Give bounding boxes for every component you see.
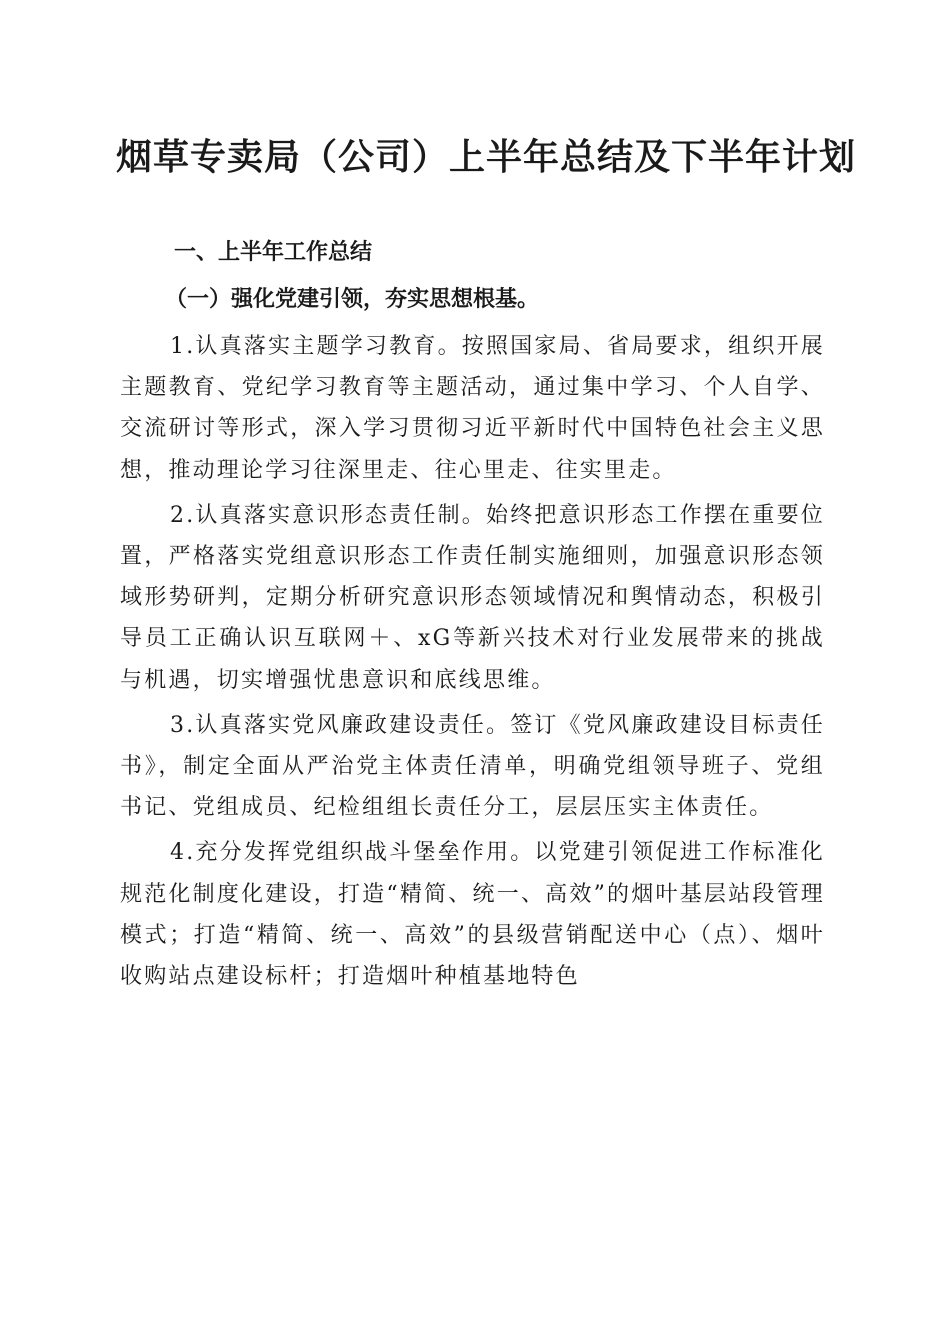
section-heading: 一、上半年工作总结 <box>174 240 373 265</box>
paragraph-1: 1.认真落实主题学习教育。按照国家局、省局要求，组织开展主题教育、党纪学习教育等主题活动，通过集中学习、个人自学、交流研讨等形式，深入学习贯彻习近平新时代中国特色社会主义思想，推动理论学习往深里走、往心里走、往实里走。 <box>120 334 825 483</box>
document-title: 烟草专卖局（公司）上半年总结及下半年计划 <box>116 137 857 178</box>
paragraph-3: 3.认真落实党风廉政建设责任。签订《党风廉政建设目标责任书》，制定全面从严治党主体责任清单，明确党组领导班子、党组书记、党组成员、纪检组组长责任分工，层层压实主体责任。 <box>120 712 825 821</box>
paragraph-4: 4.充分发挥党组织战斗堡垒作用。以党建引领促进工作标准化规范化制度化建设，打造“精简、统一、高效”的烟叶基层站段管理模式；打造“精简、统一、高效”的县级营销配送中心（点）、烟叶收购站点建设标杆；打造烟叶种植基地特色 <box>120 840 825 990</box>
subsection-heading: （一）强化党建引领，夯实思想根基。 <box>165 286 540 312</box>
paragraph-2: 2.认真落实意识形态责任制。始终把意识形态工作摆在重要位置，严格落实党组意识形态工作责任制实施细则，加强意识形态领域形势研判，定期分析研究意识形态领域情况和舆情动态，积极引导员工正确认识互联网＋、xG等新兴技术对行业发展带来的挑战与机遇，切实增强忧患意识和底线思维。 <box>120 502 825 693</box>
document-body <box>120 230 825 1001</box>
